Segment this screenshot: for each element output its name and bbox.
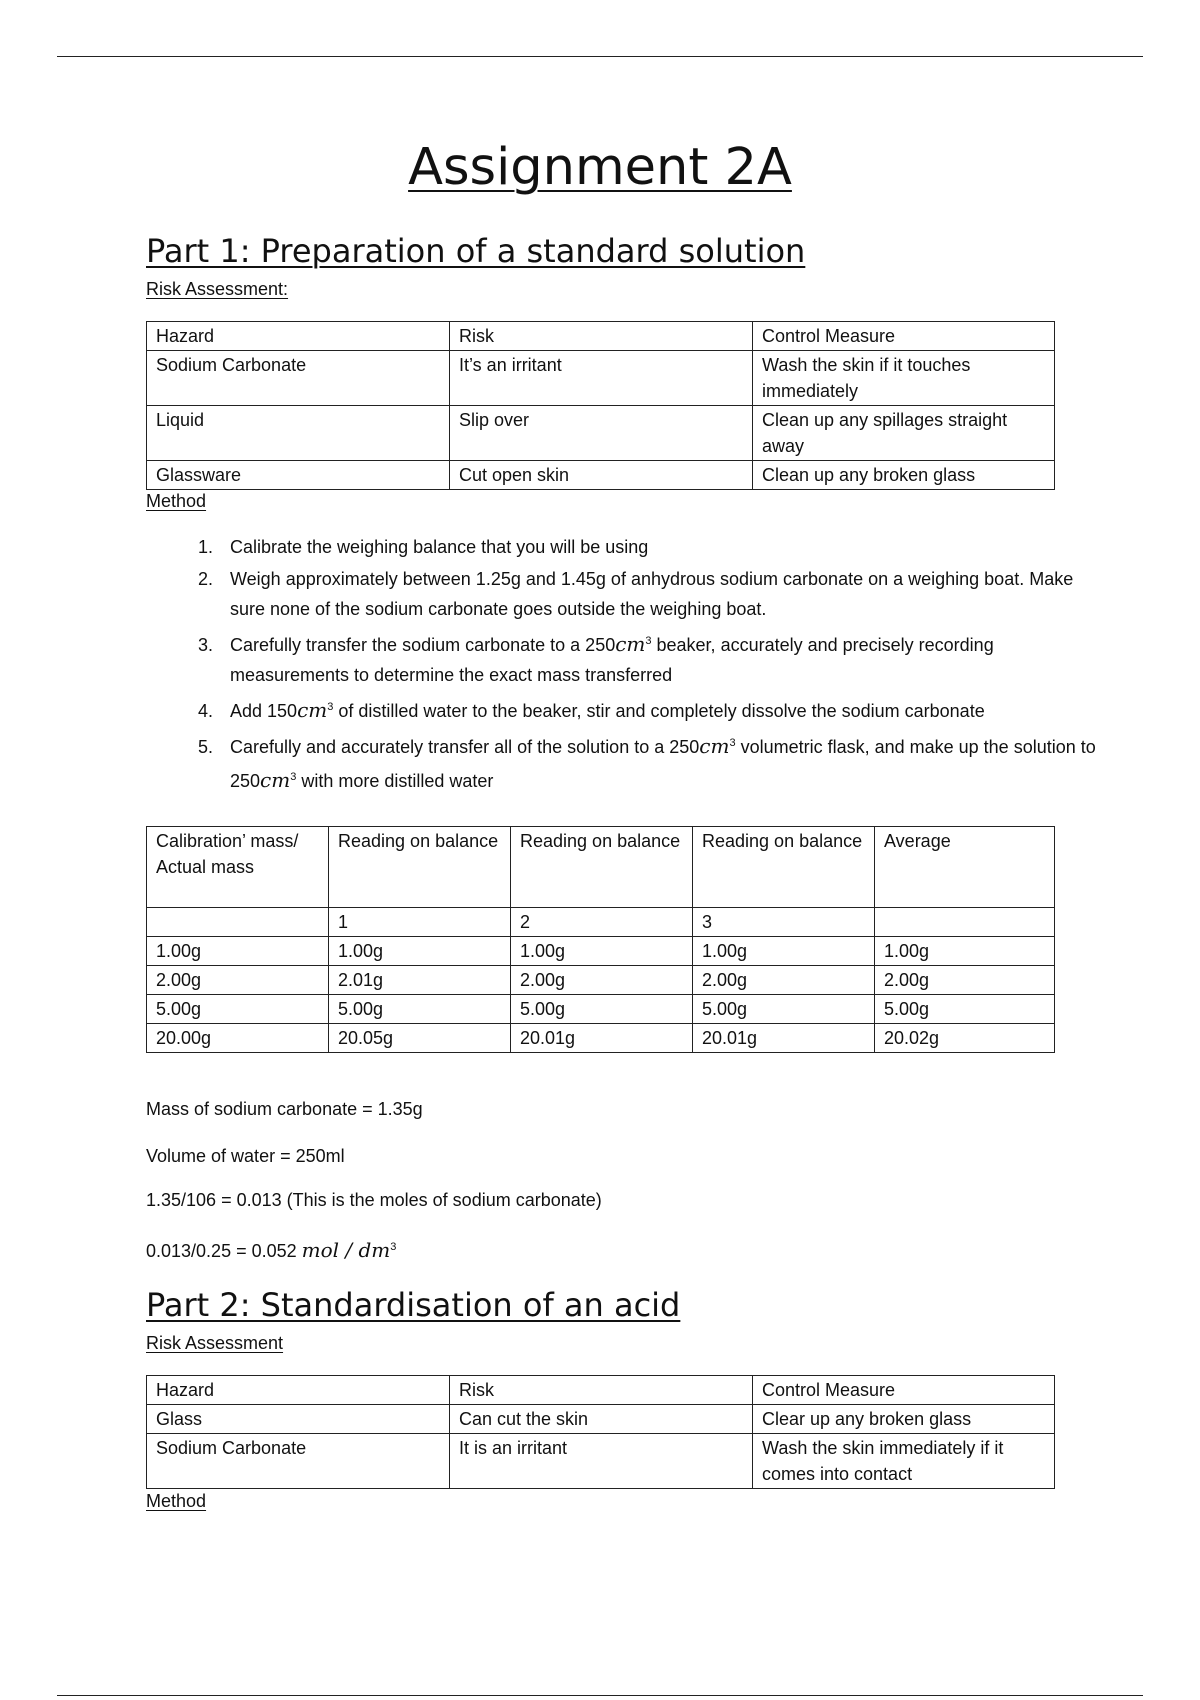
table-cell: It is an irritant	[450, 1434, 753, 1489]
table-cell: Wash the skin if it touches immediately	[753, 351, 1055, 406]
table-cell: Clean up any spillages straight away	[753, 406, 1055, 461]
table-cell: Wash the skin immediately if it comes into contact	[753, 1434, 1055, 1489]
table-cell: 2.00g	[147, 966, 329, 995]
table-row	[147, 966, 1055, 995]
method-step: 2. Weigh approximately between 1.25g and 1.45g of anhydrous sodium carbonate on a weighing boat. Make sure none of the sodium carbonate goes outside the weighing boat.	[218, 564, 1098, 624]
header-rule	[57, 56, 1143, 57]
header-cell: Reading on balance	[511, 827, 693, 908]
table-cell: 5.00g	[329, 995, 511, 1024]
table-cell: Glass	[147, 1405, 450, 1434]
table-cell: 5.00g	[147, 995, 329, 1024]
table-cell: 20.01g	[693, 1024, 875, 1053]
table-cell: 1.00g	[511, 937, 693, 966]
table-cell: 1	[329, 908, 511, 937]
unit-mol-dm: mol / dm	[301, 1238, 391, 1262]
table-cell: It’s an irritant	[450, 351, 753, 406]
method-list	[176, 532, 1098, 798]
table-cell: 2.01g	[329, 966, 511, 995]
part1-risk-assessment-label: Risk Assessment:	[146, 279, 289, 299]
table-row	[147, 995, 1055, 1024]
table-cell: 5.00g	[875, 995, 1055, 1024]
table-cell: Sodium Carbonate	[147, 1434, 450, 1489]
table-cell: Clean up any broken glass	[753, 461, 1055, 490]
table-cell: 20.02g	[875, 1024, 1055, 1053]
table-cell: Can cut the skin	[450, 1405, 753, 1434]
table-cell: 2.00g	[511, 966, 693, 995]
calc-volume: Volume of water = 250ml	[146, 1146, 345, 1166]
table-row	[147, 406, 1055, 461]
header-cell: Control Measure	[753, 322, 1055, 351]
calc-mass: Mass of sodium carbonate = 1.35g	[146, 1099, 423, 1119]
table-subheader-row	[147, 908, 1055, 937]
table-header-row	[147, 1376, 1055, 1405]
table-row	[147, 1024, 1055, 1053]
header-cell: Control Measure	[753, 1376, 1055, 1405]
table-cell	[147, 908, 329, 937]
table-cell: 20.01g	[511, 1024, 693, 1053]
header-cell: Risk	[450, 1376, 753, 1405]
table-cell: Liquid	[147, 406, 450, 461]
table-cell: 1.00g	[693, 937, 875, 966]
table-cell: 2.00g	[693, 966, 875, 995]
part2-method-label: Method	[146, 1491, 207, 1511]
table-row	[147, 351, 1055, 406]
header-cell: Risk	[450, 322, 753, 351]
part2-heading: Part 2: Standardisation of an acid	[146, 1286, 681, 1324]
part2-risk-assessment-label: Risk Assessment	[146, 1333, 284, 1353]
table-cell: 2	[511, 908, 693, 937]
table-cell: Slip over	[450, 406, 753, 461]
unit-cm: cm	[297, 698, 328, 722]
method-step: 3. Carefully transfer the sodium carbonate to a $250cm^3$ beaker, accurately and precisely recording measurements to determine the exact mass transferred	[218, 626, 1098, 690]
table-cell: Glassware	[147, 461, 450, 490]
table-cell: 3	[693, 908, 875, 937]
table-cell: 5.00g	[693, 995, 875, 1024]
table-row	[147, 461, 1055, 490]
part2-risk-table	[146, 1375, 1055, 1489]
header-cell: Calibration’ mass/ Actual mass	[147, 827, 329, 908]
part1-risk-table	[146, 321, 1055, 490]
header-cell: Hazard	[147, 322, 450, 351]
header-cell: Average	[875, 827, 1055, 908]
table-cell: 20.00g	[147, 1024, 329, 1053]
table-row	[147, 1434, 1055, 1489]
table-cell: Clear up any broken glass	[753, 1405, 1055, 1434]
table-cell: Cut open skin	[450, 461, 753, 490]
table-header-row	[147, 827, 1055, 908]
header-cell: Reading on balance	[329, 827, 511, 908]
method-step: 1. Calibrate the weighing balance that you will be using	[218, 532, 1098, 562]
table-header-row	[147, 322, 1055, 351]
unit-cm: cm	[260, 768, 291, 792]
table-cell: Sodium Carbonate	[147, 351, 450, 406]
table-row	[147, 937, 1055, 966]
part1-method-label: Method	[146, 491, 207, 511]
method-step: 4. Add $150cm^3$ of distilled water to the beaker, stir and completely dissolve the sodium carbonate	[218, 692, 1098, 726]
table-cell: 1.00g	[875, 937, 1055, 966]
footer-rule	[57, 1695, 1143, 1696]
calc-concentration: 0.013/0.25 = 0.052 mol / $dm^3$	[146, 1238, 397, 1262]
calibration-table	[146, 826, 1055, 1053]
method-step: 5. Carefully and accurately transfer all of the solution to a $250cm^3$ volumetric flask, and make up the solution to $250cm^3$ with more distilled water	[218, 728, 1098, 796]
document-title: Assignment 2A	[408, 138, 792, 197]
table-cell: 1.00g	[329, 937, 511, 966]
unit-cm: cm	[699, 734, 730, 758]
table-cell: 20.05g	[329, 1024, 511, 1053]
calc-moles: 1.35/106 = 0.013 (This is the moles of sodium carbonate)	[146, 1190, 602, 1210]
table-cell: 1.00g	[147, 937, 329, 966]
table-row	[147, 1405, 1055, 1434]
table-cell	[875, 908, 1055, 937]
unit-cm: cm	[615, 632, 646, 656]
table-cell: 5.00g	[511, 995, 693, 1024]
table-cell: 2.00g	[875, 966, 1055, 995]
part1-heading: Part 1: Preparation of a standard solution	[146, 232, 806, 270]
header-cell: Reading on balance	[693, 827, 875, 908]
header-cell: Hazard	[147, 1376, 450, 1405]
